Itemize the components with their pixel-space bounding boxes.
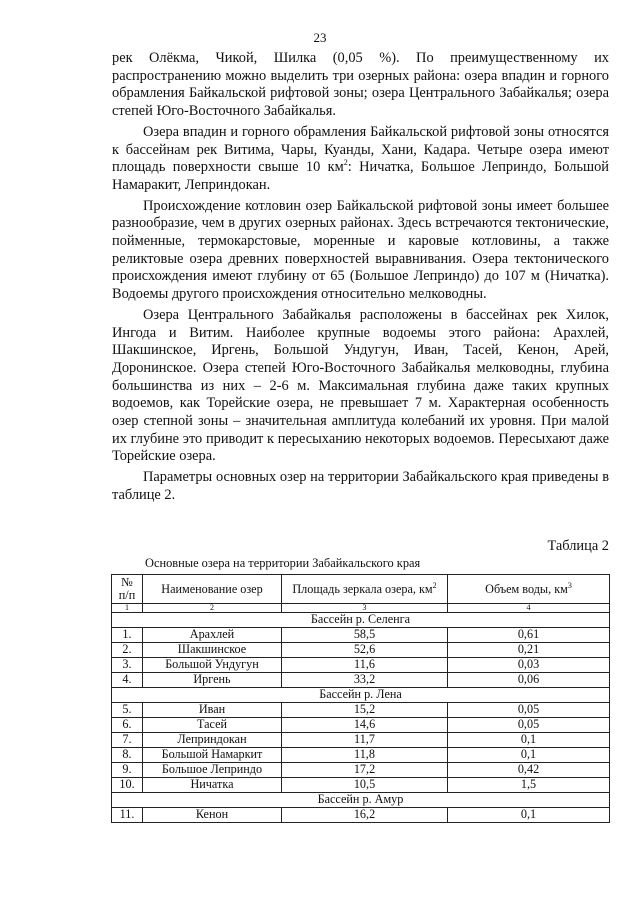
row-area: 11,8	[282, 748, 448, 763]
row-area: 17,2	[282, 763, 448, 778]
row-name: Арахлей	[143, 628, 282, 643]
header-name: Наименование озер	[143, 575, 282, 604]
table-row	[112, 748, 610, 763]
row-num: 4.	[112, 673, 143, 688]
row-name: Леприндокан	[143, 733, 282, 748]
row-volume: 0,06	[448, 673, 610, 688]
basin-name: Бассейн р. Амур	[112, 793, 610, 808]
row-area: 10,5	[282, 778, 448, 793]
row-num: 7.	[112, 733, 143, 748]
row-name: Иргень	[143, 673, 282, 688]
paragraph: Озера Центрального Забайкалья расположены в бассейнах рек Хилок, Ингода и Витим. Наиболее крупные водоемы этого района: Арахлей, Шакшинское, Иргень, Большой Ундугун, Иван, Тасей, Кенон, Арей, Доронинское. Озера степей Юго-Восточного Забайкалья мелководны, глубина большинства из них – 2-6 м. Максимальная глубина даже таких крупных водоемов, как Торейские озера, не превышает 7 м. Характерная особенность озер степной зоны – значительная амплитуда колебаний их уровня. При малой их глубине это приводит к пересыханию некоторых водоемов. Пересыхают даже Торейские озера.	[112, 306, 609, 465]
table-row	[112, 778, 610, 793]
row-name: Большой Ундугун	[143, 658, 282, 673]
table-label: Таблица 2	[547, 538, 609, 554]
row-num: 5.	[112, 703, 143, 718]
row-area: 33,2	[282, 673, 448, 688]
row-volume: 1,5	[448, 778, 610, 793]
paragraph: Озера впадин и горного обрамления Байкальской рифтовой зоны относятся к бассейнам рек Витима, Чары, Куанды, Хани, Кадара. Четыре озера имеют площадь поверхности свыше 10 $км^2$: Ничатка, Большое Леприндо, Большой Намаракит, Леприндокан.	[112, 123, 609, 193]
row-num: 11.	[112, 808, 143, 823]
table-row	[112, 673, 610, 688]
row-num: 8.	[112, 748, 143, 763]
table-header-row	[112, 575, 610, 604]
column-number: 2	[143, 604, 282, 613]
row-name: Ничатка	[143, 778, 282, 793]
row-name: Большое Леприндо	[143, 763, 282, 778]
row-area: 58,5	[282, 628, 448, 643]
row-volume: 0,05	[448, 703, 610, 718]
row-num: 10.	[112, 778, 143, 793]
header-area: Площадь зеркала озера, $км^2$	[282, 575, 448, 604]
paragraph: рек Олёкма, Чикой, Шилка (0,05 %). По преимущественному их распространению можно выделить три озерных района: озера впадин и горного обрамления Байкальской рифтовой зоны; озера Центрального Забайкалья; озера степей Юго-Восточного Забайкалья.	[112, 50, 609, 120]
lakes-table	[111, 574, 610, 823]
row-area: 15,2	[282, 703, 448, 718]
row-name: Иван	[143, 703, 282, 718]
row-num: 9.	[112, 763, 143, 778]
row-volume: 0,05	[448, 718, 610, 733]
column-number: 4	[448, 604, 610, 613]
row-name: Шакшинское	[143, 643, 282, 658]
header-volume: Объем воды, $км^3$	[448, 575, 610, 604]
table-row	[112, 628, 610, 643]
paragraph: Параметры основных озер на территории Забайкальского края приведены в таблице 2.	[112, 469, 609, 503]
row-volume: 0,03	[448, 658, 610, 673]
table-row	[112, 658, 610, 673]
column-number: 3	[282, 604, 448, 613]
column-number-row	[112, 604, 610, 613]
column-number: 1	[112, 604, 143, 613]
row-name: Тасей	[143, 718, 282, 733]
row-area: 11,6	[282, 658, 448, 673]
paragraph: Происхождение котловин озер Байкальской рифтовой зоны имеет большее разнообразие, чем в других озерных районах. Здесь встречаются тектонические, пойменные, термокарстовые, моренные и каровые котловины, а также реликтовые озера древних поверхностей выравнивания. Озера тектонического происхождения имеют глубину от 65 (Большое Леприндо) до 107 м (Ничатка). Водоемы другого происхождения относительно мелководны.	[112, 197, 609, 303]
row-num: 2.	[112, 643, 143, 658]
table-row	[112, 763, 610, 778]
table-row	[112, 808, 610, 823]
row-volume: 0,1	[448, 748, 610, 763]
row-volume: 0,1	[448, 808, 610, 823]
page-number: 23	[313, 30, 327, 45]
basin-name: Бассейн р. Лена	[112, 688, 610, 703]
row-name: Большой Намаркит	[143, 748, 282, 763]
table-row	[112, 703, 610, 718]
basin-row	[112, 688, 610, 703]
row-volume: 0,61	[448, 628, 610, 643]
table-caption: Основные озера на территории Забайкальского края	[145, 556, 421, 570]
row-num: 3.	[112, 658, 143, 673]
row-area: 14,6	[282, 718, 448, 733]
row-volume: 0,21	[448, 643, 610, 658]
row-area: 11,7	[282, 733, 448, 748]
header-num: № п/п	[112, 575, 143, 604]
basin-row	[112, 613, 610, 628]
body-text	[112, 50, 609, 508]
basin-name: Бассейн р. Селенга	[112, 613, 610, 628]
row-volume: 0,42	[448, 763, 610, 778]
basin-row	[112, 793, 610, 808]
row-name: Кенон	[143, 808, 282, 823]
row-area: 52,6	[282, 643, 448, 658]
row-volume: 0,1	[448, 733, 610, 748]
row-num: 1.	[112, 628, 143, 643]
row-area: 16,2	[282, 808, 448, 823]
row-num: 6.	[112, 718, 143, 733]
table-row	[112, 733, 610, 748]
table-row	[112, 718, 610, 733]
table-row	[112, 643, 610, 658]
